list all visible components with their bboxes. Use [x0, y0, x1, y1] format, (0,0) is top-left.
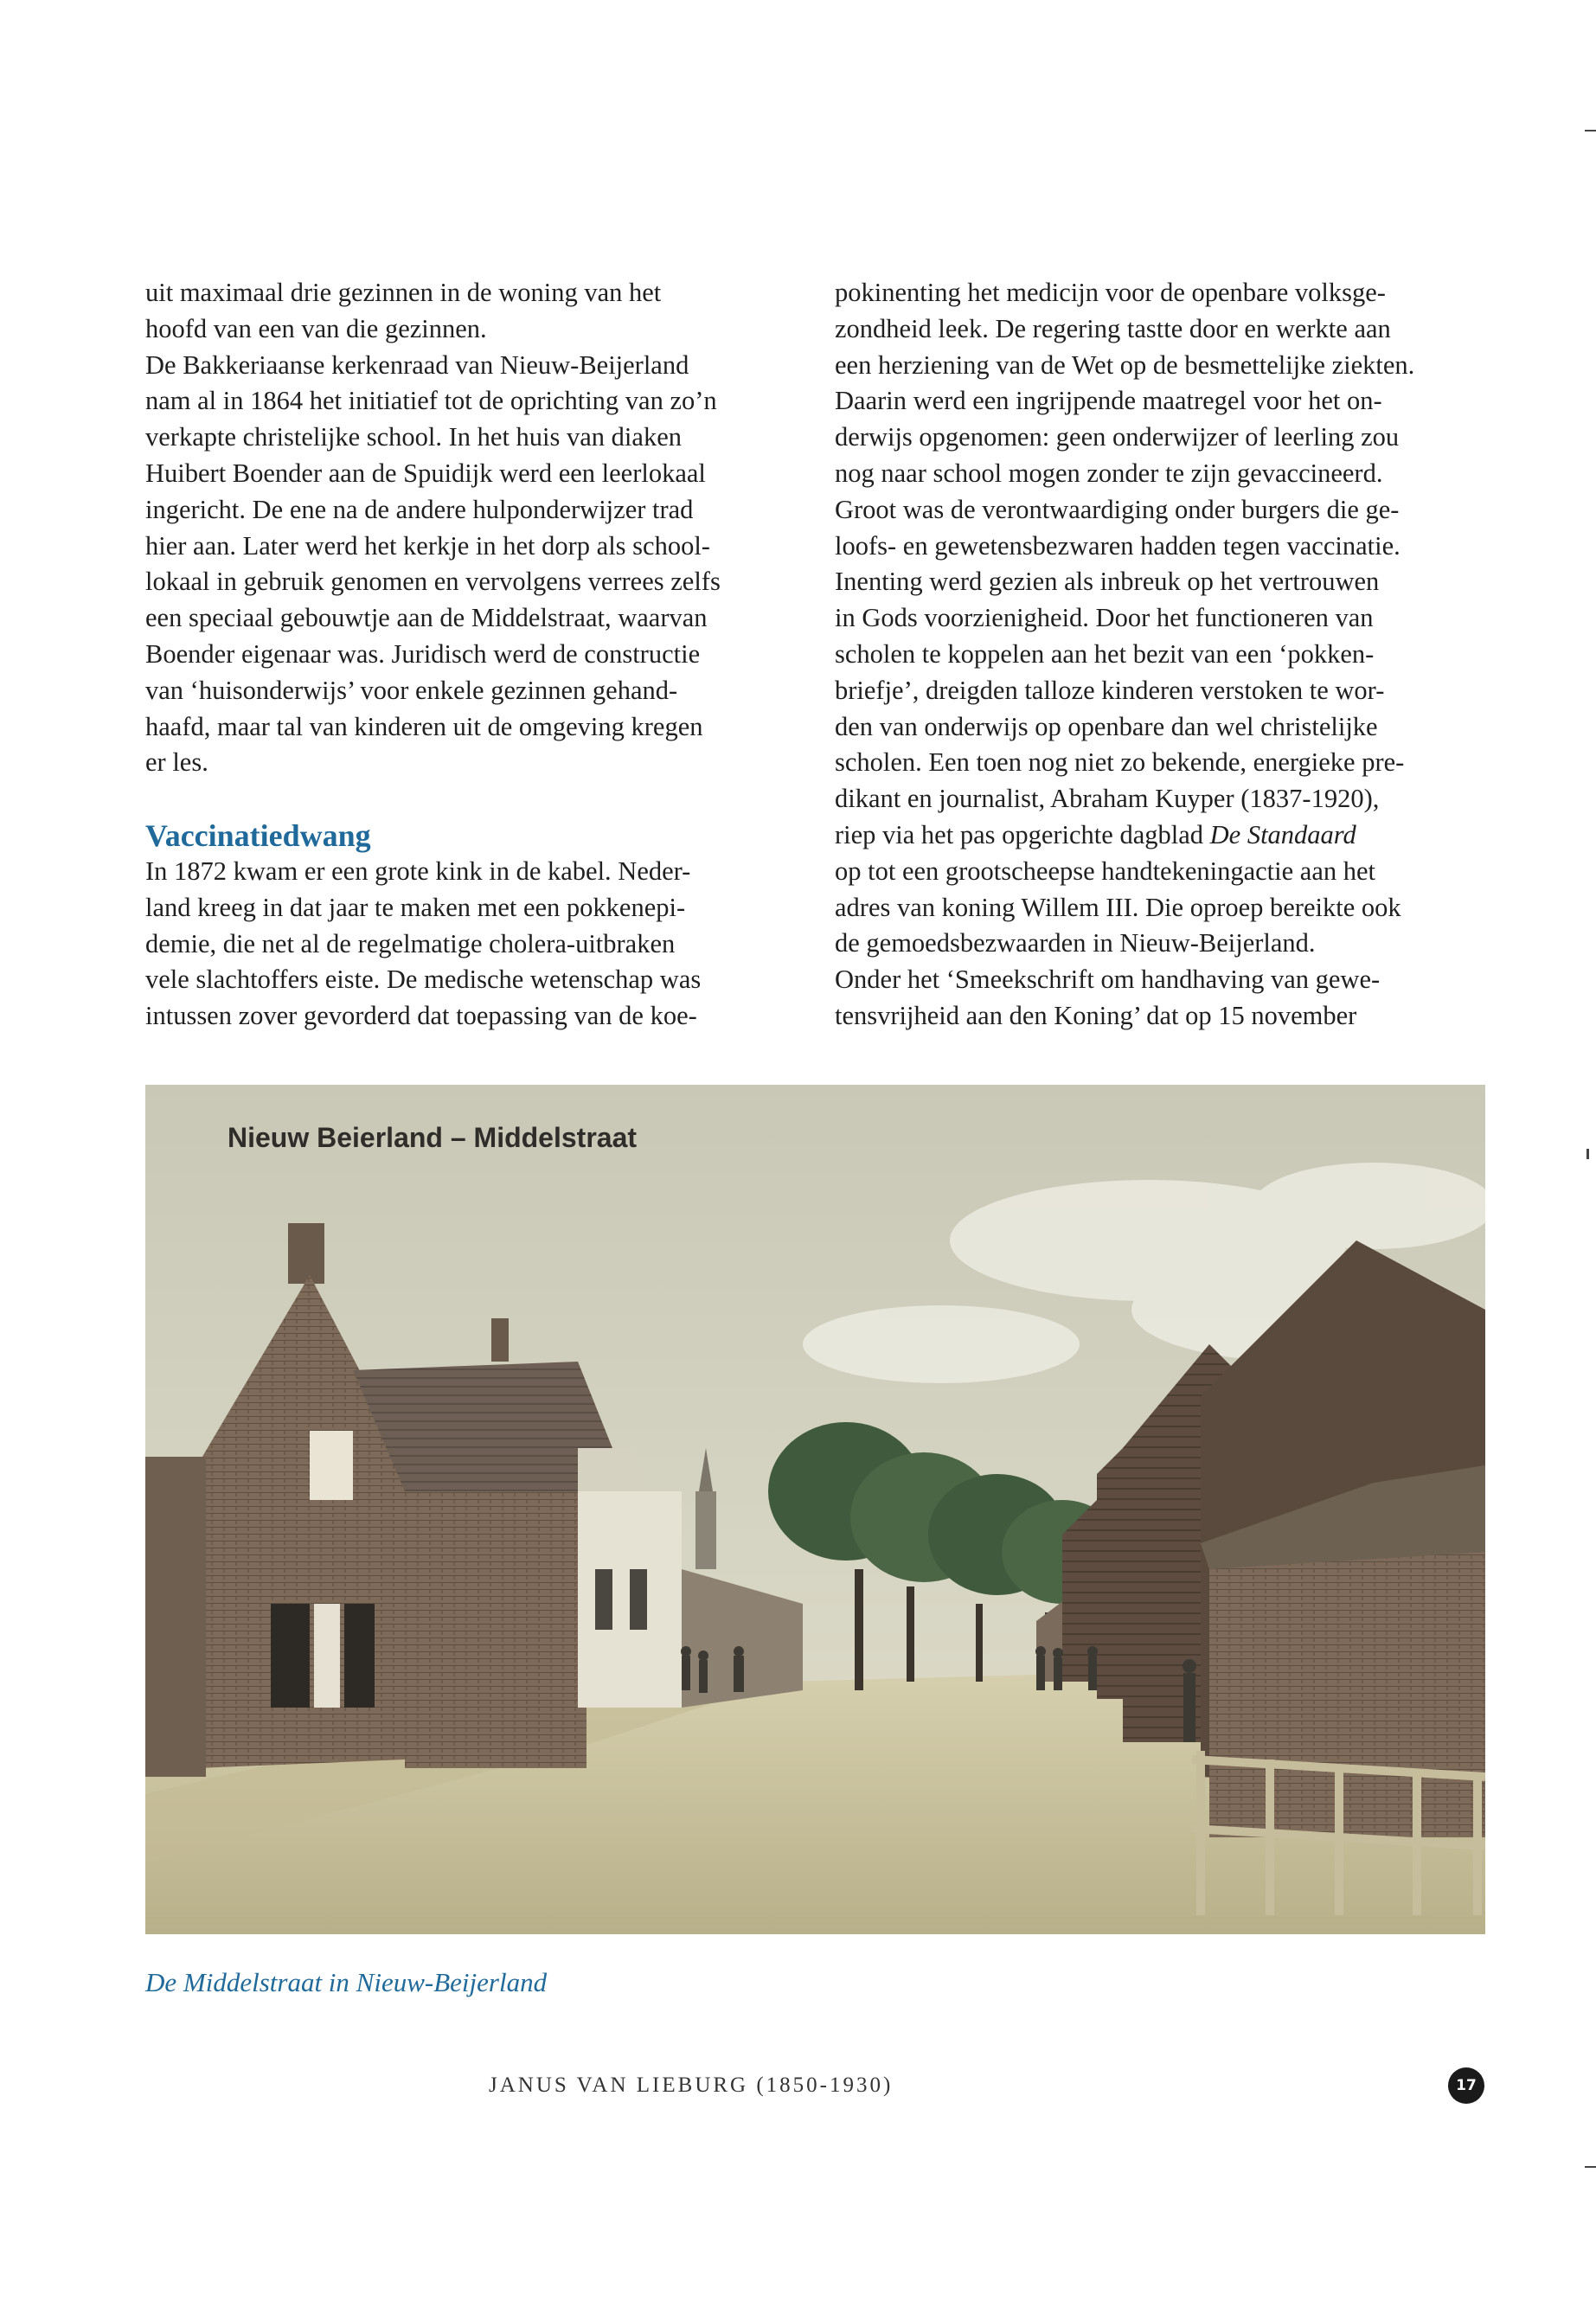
- paragraph-3: [145, 854, 790, 1035]
- text-line: vele slachtoffers eiste. De medische wetenschap was: [145, 965, 702, 995]
- right-paragraph-part-2: [835, 854, 1479, 1035]
- newspaper-title: De Standaard: [1209, 819, 1356, 849]
- paragraph-2: [145, 348, 790, 782]
- text-line: Daarin werd een ingrijpende maatregel voor het on-: [835, 386, 1382, 416]
- text-line: loofs- en gewetensbezwaren hadden tegen vaccinatie.: [835, 530, 1401, 561]
- text-line: lokaal in gebruik genomen en vervolgens verrees zelfs: [145, 567, 721, 597]
- text-line: verkapte christelijke school. In het huis van diaken: [145, 422, 682, 452]
- running-footer: JANUS VAN LIEBURG (1850-1930): [489, 2073, 894, 2097]
- text-line: scholen te koppelen aan het bezit van een ‘pokken-: [835, 638, 1375, 669]
- text-line: er les.: [145, 747, 208, 778]
- text-line: een herziening van de Wet op de besmettelijke ziekten.: [835, 349, 1415, 380]
- text-line: tensvrijheid aan den Koning’ dat op 15 november: [835, 1000, 1357, 1030]
- text-line: hoofd van een van die gezinnen.: [145, 313, 487, 343]
- text-line: ingericht. De ene na de andere hulponderwijzer trad: [145, 494, 694, 524]
- text-line: dikant en journalist, Abraham Kuyper (1837-1920),: [835, 784, 1380, 814]
- text-line: den van onderwijs op openbare dan wel christelijke: [835, 711, 1378, 741]
- text-line: hier aan. Later werd het kerkje in het dorp als school-: [145, 530, 710, 561]
- text-line: briefje’, dreigden talloze kinderen verstoken te wor-: [835, 675, 1385, 705]
- text-line: Huibert Boender aan de Spuidijk werd een leerlokaal: [145, 458, 706, 488]
- text-line: De Bakkeriaanse kerkenraad van Nieuw-Beijerland: [145, 349, 689, 380]
- text-line: Onder het ‘Smeekschrift om handhaving van gewe-: [835, 965, 1381, 995]
- text-line: Groot was de verontwaardiging onder burgers die ge-: [835, 494, 1400, 524]
- text-line: zondheid leek. De regering tastte door en werkte aan: [835, 313, 1391, 343]
- left-text-column: [145, 275, 790, 1035]
- photo-caption: De Middelstraat in Nieuw-Beijerland: [145, 1967, 548, 1997]
- postcard-title: Nieuw Beierland – Middelstraat: [228, 1122, 638, 1153]
- text-line: derwijs opgenomen: geen onderwijzer of leerling zou: [835, 422, 1400, 452]
- middelstraat-photo: [145, 1085, 1485, 1934]
- text-line: land kreeg in dat jaar te maken met een pokkenepi-: [145, 892, 686, 922]
- text-line: haafd, maar tal van kinderen uit de omgeving kregen: [145, 711, 703, 741]
- text-line: In 1872 kwam er een grote kink in de kabel. Neder-: [145, 856, 691, 886]
- paragraph-1: [145, 275, 790, 348]
- page-number-badge: 17: [1448, 2067, 1484, 2104]
- text-line: van ‘huisonderwijs’ voor enkele gezinnen gehand-: [145, 675, 678, 705]
- section-heading: Vaccinatiedwang: [145, 817, 371, 853]
- text-line: uit maximaal drie gezinnen in de woning van het: [145, 278, 662, 307]
- text-line: pokinenting het medicijn voor de openbare volksge-: [835, 278, 1386, 307]
- text-line-standaard: riep via het pas opgerichte dagblad De Standaard: [835, 819, 1356, 849]
- text-line: de gemoedsbezwaarden in Nieuw-Beijerland.: [835, 928, 1316, 958]
- text-line: intussen zover gevorderd dat toepassing van de koe-: [145, 1001, 697, 1031]
- crop-mark: [1586, 1149, 1589, 1159]
- text-line: adres van koning Willem III. Die oproep bereikte ook: [835, 892, 1401, 922]
- text-line: nog naar school mogen zonder te zijn gevaccineerd.: [835, 458, 1383, 488]
- text-line: scholen. Een toen nog niet zo bekende, energieke pre-: [835, 747, 1405, 778]
- text-line: Inenting werd gezien als inbreuk op het vertrouwen: [835, 567, 1380, 597]
- text-line: nam al in 1864 het initiatief tot de oprichting van zo’n: [145, 386, 717, 416]
- text-line: Boender eigenaar was. Juridisch werd de constructie: [145, 638, 701, 669]
- crop-mark: [1585, 2166, 1596, 2168]
- crop-mark: [1585, 130, 1596, 131]
- text-line: demie, die net al de regelmatige cholera-uitbraken: [145, 928, 676, 958]
- right-text-column: [835, 275, 1479, 1035]
- text-line: op tot een grootscheepse handtekeningactie aan het: [835, 856, 1375, 886]
- text-line: in Gods voorzienigheid. Door het functioneren van: [835, 603, 1374, 633]
- right-paragraph-part-1: [835, 275, 1479, 817]
- text-line: een speciaal gebouwtje aan de Middelstraat, waarvan: [145, 603, 708, 633]
